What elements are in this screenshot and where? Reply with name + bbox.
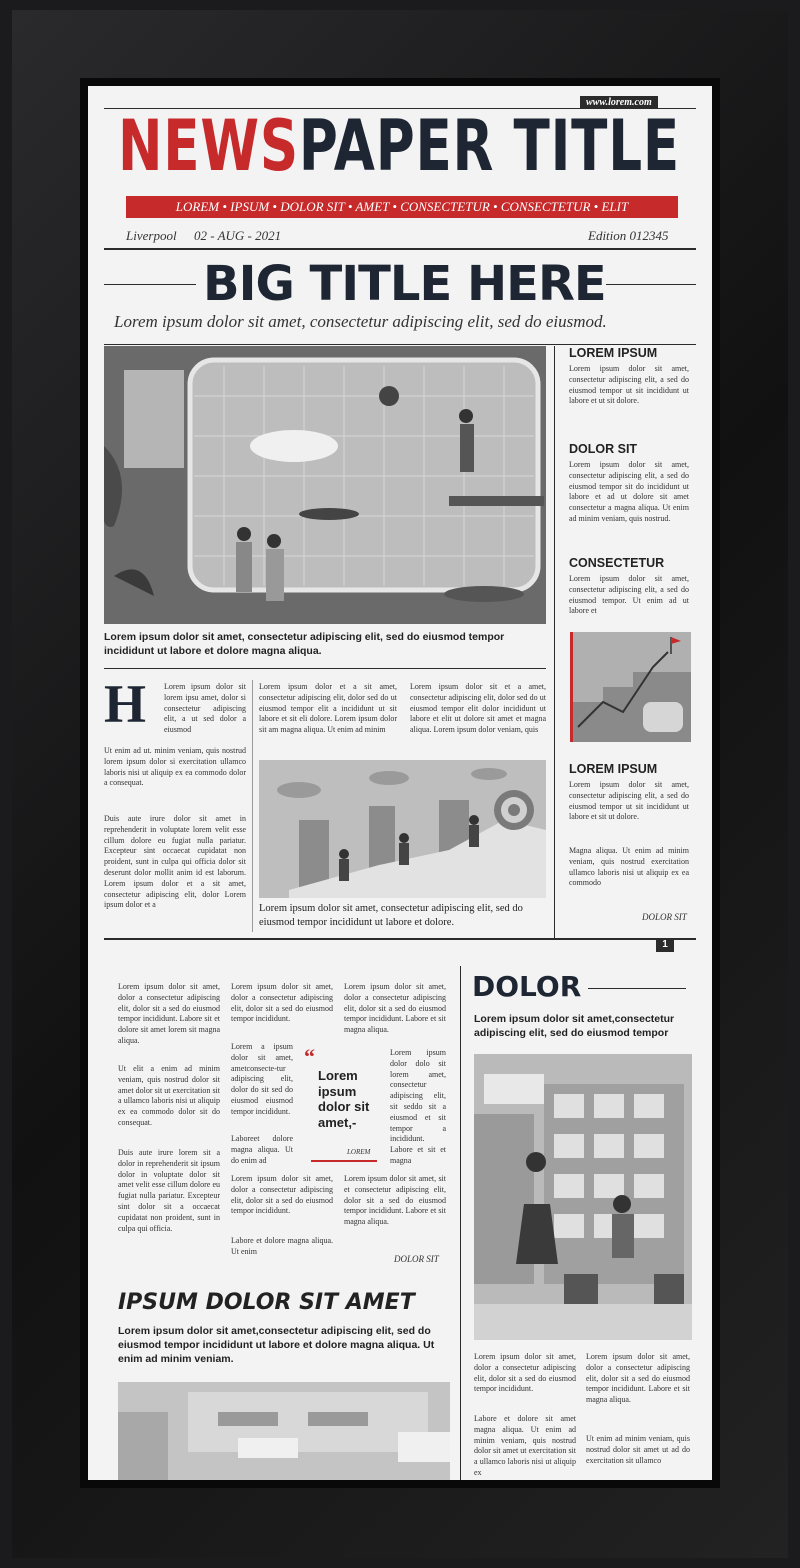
- column-divider-1: [252, 680, 253, 932]
- ipsum-lead-text: Lorem ipsum dolor sit amet,consectetur adipiscing elit, sed do eiusmod tempor incididunt ut labore et dolore magna aliqua. Ut enim ad minim veniam.: [118, 1325, 435, 1366]
- caption-rule: [104, 668, 546, 669]
- drop-cap: H: [104, 674, 147, 734]
- column-1-para-3: Duis aute irure dolor sit amet in reprehenderit in voluptate lorem velit esse cillum dolore eu fugiat nulla pariatur. Excepteur sint occaecat cupidatat non proident, sunt in culpa qui officia dolor sit deserunt dolor mollit anim id est laborum. Lorem ipsum dolor et a sit amet, consectetur adipiscing elit, dolor Lorem ipsum dolor et a: [104, 814, 246, 910]
- sidebar-head-2: DOLOR SIT: [569, 442, 638, 456]
- issue-date: 02 - AUG - 2021: [194, 228, 282, 243]
- title-dark-part: PAPER TITLE: [298, 105, 680, 187]
- dolor-rule: [588, 988, 686, 989]
- sidebar-head-3: CONSECTETUR: [569, 556, 665, 570]
- growth-chart-illustration: [570, 632, 691, 742]
- lower-col-1-para-3: Duis aute irure lorem sit a dolor in reprehenderit sit ipsum dolor in voluptate dolor sit amet velit esse cillum dolore eu fugiat nulla pariatur. Excepteur sint dolor sit a occaecat cupidatat non proident, sunt in culpa qui officia.: [118, 1148, 220, 1233]
- dolor-headline: DOLOR: [472, 970, 582, 1003]
- sidebar-sign-off: DOLOR SIT: [642, 912, 687, 922]
- pool-caption: Lorem ipsum dolor sit amet, consectetur adipiscing elit, sed do eiusmod tempor incididunt ut labore et dolore magna aliqua.: [104, 631, 505, 658]
- sidebar-text-3: Lorem ipsum dolor sit amet, consectetur adipiscing elit, a sed do eiusmod tempor. Ut enim ad ut labore et: [569, 574, 689, 616]
- grocery-illustration: [474, 1054, 692, 1340]
- dolor-col-2-para-2: Ut enim ad minim veniam, quis nostrud dolor sit amet ut ad do exercitation sit ullamco: [586, 1434, 690, 1465]
- sidebar-text-4: Lorem ipsum dolor sit amet, consectetur adipiscing elit, a sed do eiusmod tempor ut sit incididunt ut labore et sit ut dolore.: [569, 780, 689, 822]
- dolor-col-1-para-1: Lorem ipsum dolor sit amet, dolor a consectetur adipiscing elit, dolor sit a sed do eiusmod tempor incididunt.: [474, 1352, 576, 1394]
- sidebar-text-2: Lorem ipsum dolor sit amet, consectetur adipiscing elit, a sed do eiusmod tempor sit do incididunt ut labore et ad ut dolore sit amet consectetur a magna aliqua. Ut enim ad minim veniam, quis nostrud.: [569, 460, 689, 523]
- lower-divider: [460, 966, 461, 1480]
- office-illustration: [118, 1382, 450, 1480]
- edition-number: Edition 012345: [588, 228, 669, 243]
- growth-chart-svg: [573, 632, 691, 742]
- dolor-col-1-para-2: Labore et dolore sit amet magna aliqua. Ut enim ad minim veniam, quis nostrud dolor sit amet ut exercitation sit a ullamco laboris nisi ut aliquip ex: [474, 1414, 576, 1477]
- lower-col-3-para-1: Lorem ipsum dolor sit amet, dolor a consectetur adipiscing elit, dolor sit a sed do eiusmod tempor incididunt. Labore et sit magna aliqua.: [344, 982, 446, 1035]
- headline-left-rule: [104, 284, 196, 285]
- sidebar-text-5: Magna aliqua. Ut enim ad minim veniam, quis nostrud exercitation ullamco laboris nisi ut aliquip ex ea commodo: [569, 846, 689, 888]
- column-2-text: Lorem ipsum dolor et a sit amet, consectetur adipiscing elit, dolor sed do ut eiusmod tempor elit a incididunt ut sit labore et sit eli dolore. Lorem ipsum dolor sit am magna aliqua. Ut enim ad minim: [259, 682, 397, 735]
- column-1-intro: Lorem ipsum dolor sit lorem ipsu amet, dolor si consectetur adipiscing elit, a ut sed dolor a eiusmod: [164, 682, 246, 735]
- office-illustration-svg: [118, 1382, 450, 1480]
- grocery-illustration-svg: [474, 1054, 692, 1340]
- sidebar-head-4: LOREM IPSUM: [569, 762, 658, 776]
- pull-quote-source: LOREM: [347, 1148, 371, 1156]
- location: Liverpool: [126, 228, 177, 243]
- race-caption: Lorem ipsum dolor sit amet, consectetur adipiscing elit, sed do eiusmod tempor incididunt ut labore et dolore.: [259, 903, 523, 929]
- sidebar-head-1: LOREM IPSUM: [569, 346, 658, 360]
- sidebar-divider: [554, 346, 555, 938]
- lower-col-2-para-4: Lorem ipsum dolor sit amet, dolor a consectetur adipiscing elit, dolor sit a sed do eiusmod tempor incididunt.: [231, 1174, 333, 1216]
- headline-right-rule: [606, 284, 696, 285]
- newspaper-page: [88, 86, 712, 1480]
- pool-illustration-svg: [104, 346, 546, 624]
- column-1-para-2: Ut enim ad ut. minim veniam, quis nostrud lorem ipsum dolor si exercitation ullamco laboris nisi ut aliquip ex ea commodo dolor a consequat.: [104, 746, 246, 788]
- page-number: 1: [656, 938, 674, 952]
- lower-col-2-para-5: Labore et dolore magna aliqua. Ut enim: [231, 1236, 333, 1256]
- newspaper-title: [118, 105, 680, 187]
- lower-sign-off: DOLOR SIT: [394, 1254, 439, 1264]
- masthead-rule: [104, 248, 696, 250]
- pull-quote: Lorem ipsum dolor sit amet,-: [318, 1068, 370, 1130]
- subtitle-rule: [104, 344, 696, 345]
- quote-mark-icon: “: [304, 1044, 315, 1069]
- sidebar-text-1: Lorem ipsum dolor sit amet, consectetur adipiscing elit, a sed do eiusmod tempor ut sit incididunt ut labore et ut sit dolore.: [569, 364, 689, 406]
- lower-col-1-para-2: Ut elit a enim ad minim veniam, quis nostrud dolor sit amet dolor sit ut exercitation sit a ullamco laboris nisi ut aliquip ex ea commodo dolor sit do consequat.: [118, 1064, 220, 1127]
- title-red-part: NEWS: [118, 105, 299, 187]
- dolor-col-2-para-1: Lorem ipsum dolor sit amet, dolor a consectetur adipiscing elit, dolor sit a sed do eiusmod tempor incididunt. Labore et sit magna aliqua.: [586, 1352, 690, 1405]
- website-url: www.lorem.com: [580, 96, 658, 109]
- lower-col-2-para-1: Lorem ipsum dolor sit amet, dolor a consectetur adipiscing elit, dolor sit a sed do eiusmod tempor incididunt.: [231, 982, 333, 1024]
- lower-col-3-para-2: Lorem ipsum dolor dolo sit lorem amet, consectetur adipiscing elit, sit seddo sit a eiusmod et sit tempor a incididunt. Labore et sit et magna: [390, 1048, 446, 1165]
- lower-col-2-para-2: Lorem a ipsum dolor sit amet, ametconsecte-tur adipiscing elit, dolor do sit sed do eiusmod eiusmod tempor incididunt.: [231, 1042, 293, 1116]
- lead-subtitle: Lorem ipsum dolor sit amet, consectetur adipiscing elit, sed do eiusmod.: [114, 312, 607, 331]
- lower-col-1-para-1: Lorem ipsum dolor sit amet, dolor a consectetur adipiscing elit, dolor sit a sed do eiusmod tempor incididunt. Labore sit et dolore sit amet lorem sit magna aliqua.: [118, 982, 220, 1045]
- page-break-rule: [104, 938, 696, 940]
- pull-quote-rule: [311, 1160, 377, 1162]
- lower-col-2-para-3: Laboreet dolore magna aliqua. Ut do enim ad: [231, 1134, 293, 1165]
- pool-illustration: [104, 346, 546, 624]
- column-3-text: Lorem ipsum dolor sit et a amet, consectetur adipiscing elit, dolor sed do ut eiusmod tempor elit dolor incididunt ut labore et elit ut dolore sit amet et magna aliqua. Lorem ipsum dolor veniam, quis: [410, 682, 546, 735]
- lead-headline: BIG TITLE HERE: [203, 256, 606, 312]
- lower-col-3-para-3: Lorem ipsum dolor sit amet, sit et consectetur adipiscing elit, dolor sit a sed do eiusmod tempor incididunt. Labore et sit magna aliqua.: [344, 1174, 446, 1227]
- dolor-lead-text: Lorem ipsum dolor sit amet,consectetur adipiscing elit, sed do eiusmod tempor: [474, 1013, 675, 1040]
- business-race-svg: [259, 760, 546, 898]
- business-race-illustration: [259, 760, 546, 898]
- tagline-banner: LOREM • IPSUM • DOLOR SIT • AMET • CONSECTETUR • CONSECTETUR • ELIT: [126, 196, 678, 218]
- ipsum-headline: IPSUM DOLOR SIT AMET: [118, 1290, 415, 1315]
